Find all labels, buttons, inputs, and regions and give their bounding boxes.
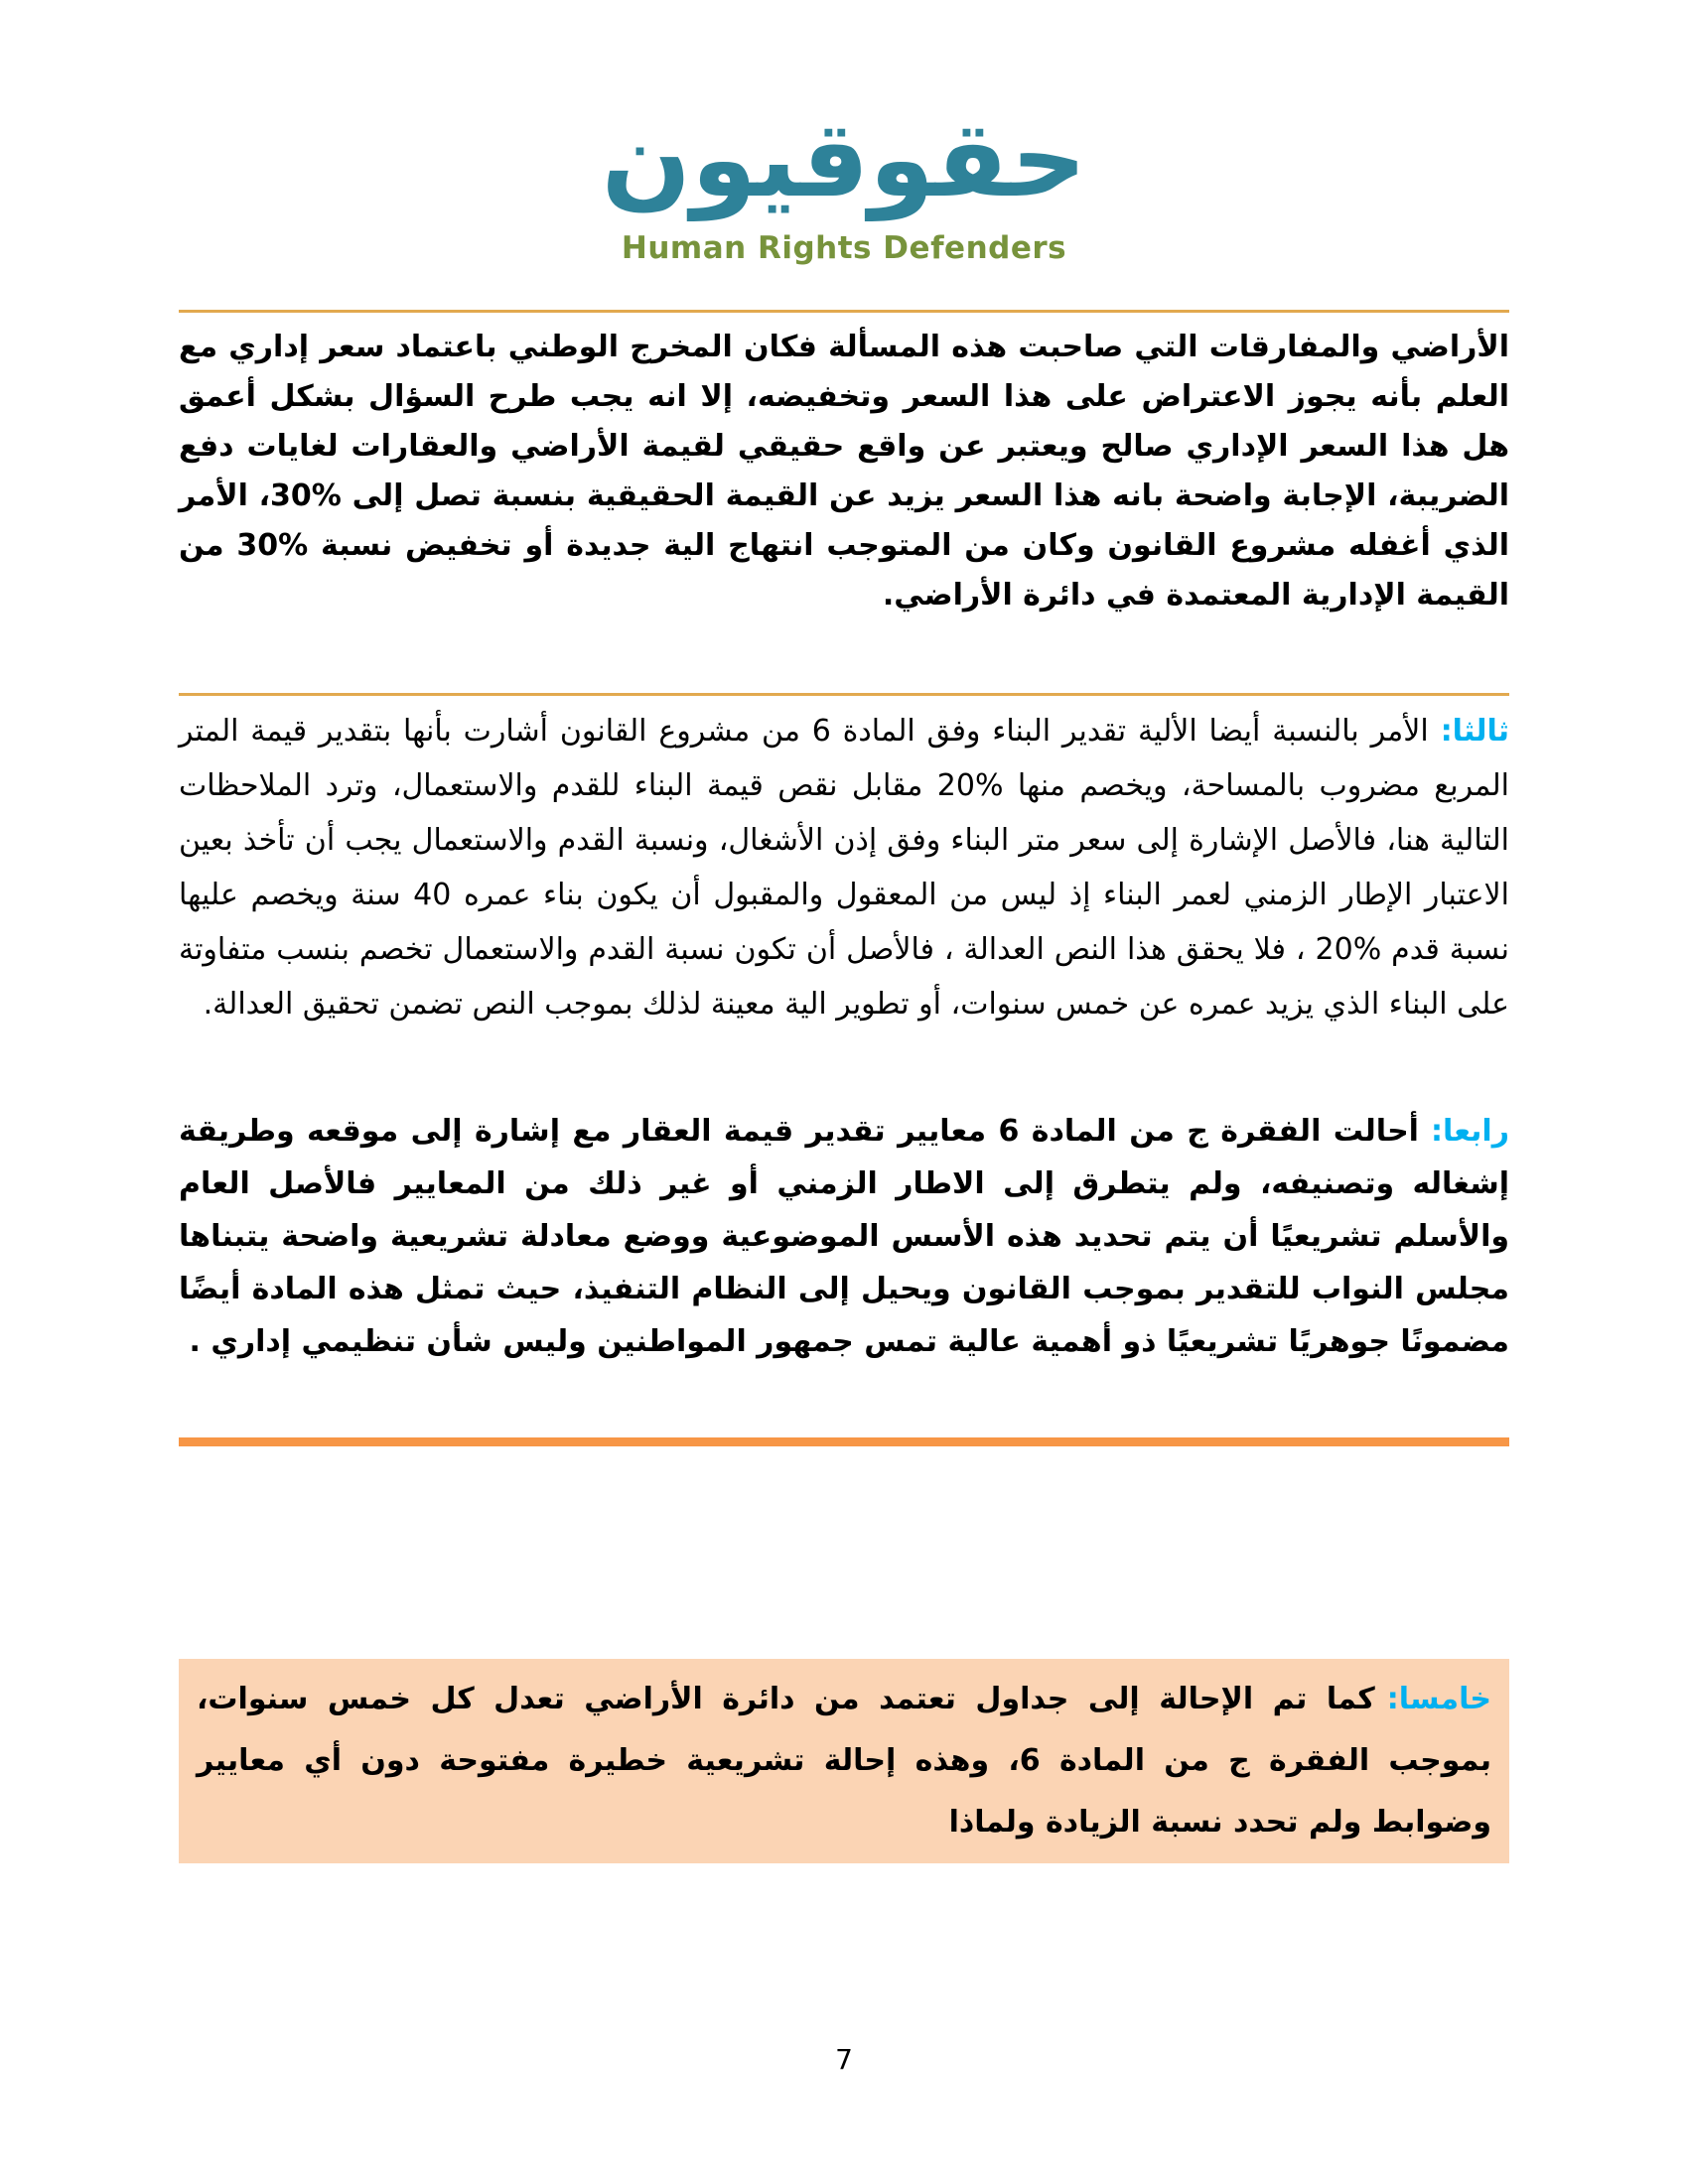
logo xyxy=(0,0,1688,266)
document-body xyxy=(179,310,1509,1863)
paragraph-fifth-text: كما تم الإحالة إلى جداول تعتمد من دائرة الأراضي تعدل كل خمس سنوات، بموجب الفقرة ج من المادة 6، وهذه إحالة تشريعية خطيرة مفتوحة دون أي معايير وضوابط ولم تحدد نسبة الزيادة ولماذا xyxy=(197,1681,1491,1840)
page-number: 7 xyxy=(835,2043,853,2076)
paragraph-fourth-label: رابعا: xyxy=(1430,1113,1509,1149)
separator-line-middle xyxy=(179,693,1509,696)
separator-line-top xyxy=(179,310,1509,313)
paragraph-fourth-text: أحالت الفقرة ج من المادة 6 معايير تقدير قيمة العقار مع إشارة إلى موقعه وطريقة إشغاله وتصنيفه، ولم يتطرق إلى الاطار الزمني أو غير ذلك من المعايير فالأصل العام والأسلم تشريعيًا أن يتم تحديد هذه الأسس الموضوعية ووضع معادلة تشريعية واضحة يتبناها مجلس النواب للتقدير بموجب القانون ويحيل إلى النظام التنفيذ، حيث تمثل هذه المادة أيضًا مضمونًا جوهريًا تشريعيًا ذو أهمية عالية تمس جمهور المواطنين وليس شأن تنظيمي إداري . xyxy=(179,1113,1509,1359)
logo-arabic-wordmark: حقوقيون xyxy=(601,98,1087,220)
paragraph-fourth xyxy=(179,1105,1509,1368)
paragraph-fifth-label: خامسا: xyxy=(1386,1681,1491,1716)
paragraph-third-text: الأمر بالنسبة أيضا الألية تقدير البناء وفق المادة 6 من مشروع القانون أشارت بأنها بتقدير قيمة المتر المربع مضروب بالمساحة، ويخصم منها %20 مقابل نقص قيمة البناء للقدم والاستعمال، وترد الملاحظات التالية هنا، فالأصل الإشارة إلى سعر متر البناء وفق إذن الأشغال، ونسبة القدم والاستعمال يجب أن تأخذ بعين الاعتبار الإطار الزمني لعمر البناء إذ ليس من المعقول والمقبول أن يكون بناء عمره 40 سنة ويخصم عليها نسبة قدم %20 ، فلا يحقق هذا النص العدالة ، فالأصل أن تكون نسبة القدم والاستعمال تخصم بنسب متفاوتة على البناء الذي يزيد عمره عن خمس سنوات، أو تطوير الية معينة لذلك بموجب النص تضمن تحقيق العدالة. xyxy=(179,713,1509,1022)
paragraph-third-label: ثالثا: xyxy=(1440,713,1509,749)
highlighted-note xyxy=(179,1659,1509,1863)
logo-english-wordmark: Human Rights Defenders xyxy=(621,229,1067,266)
paragraph-third xyxy=(179,704,1509,1031)
thick-divider xyxy=(179,1437,1509,1446)
paragraph-continuation: الأراضي والمفارقات التي صاحبت هذه المسألة فكان المخرج الوطني باعتماد سعر إداري مع العلم بأنه يجوز الاعتراض على هذا السعر وتخفيضه، إلا انه يجب طرح السؤال بشكل أعمق هل هذا السعر الإداري صالح ويعتبر عن واقع حقيقي لقيمة الأراضي والعقارات لغايات دفع الضريبة، الإجابة واضحة بانه هذا السعر يزيد عن القيمة الحقيقية بنسبة تصل إلى %30، الأمر الذي أغفله مشروع القانون وكان من المتوجب انتهاج الية جديدة أو تخفيض نسبة %30 من القيمة الإدارية المعتمدة في دائرة الأراضي. xyxy=(179,329,1510,613)
